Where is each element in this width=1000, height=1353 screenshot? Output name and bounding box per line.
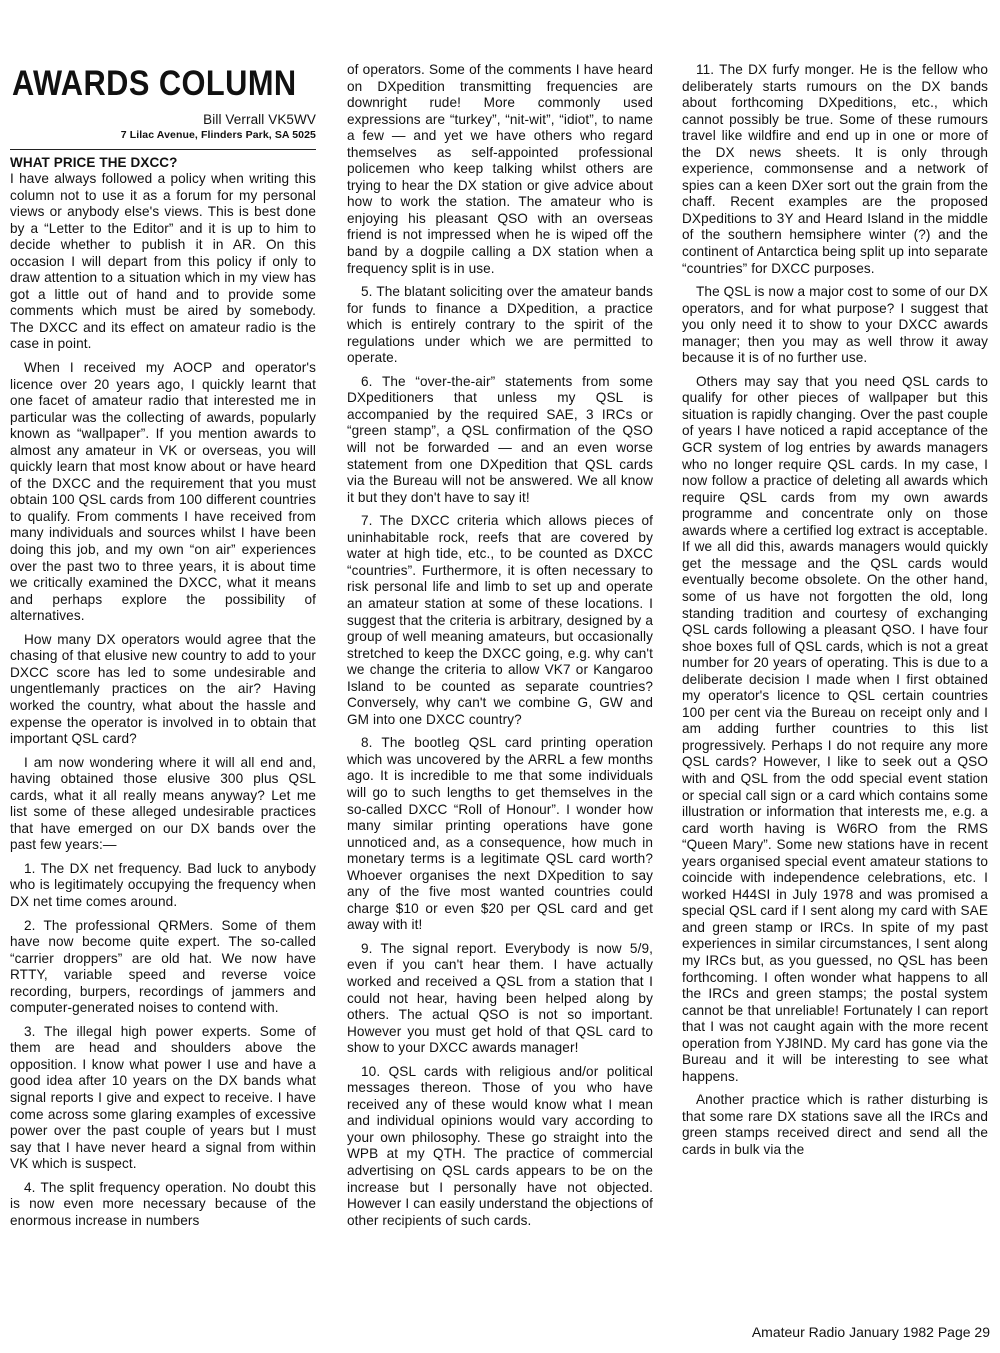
paragraph: 9. The signal report. Everybody is now 5/9, even if you can't hear them. I have actually worked and received a QSL from a station that I could not hear, having been helped along by others. The actual QSO is not so important. However you must get hold of that QSL card to show to your DXCC awards manager! [347, 940, 653, 1056]
paragraph: 2. The professional QRMers. Some of them have now become quite expert. The so-called “carrier droppers” are old hat. We now have RTTY, variable speed and reverse voice recording, burpers, recordings of jammers and computer-generated noises to contend with. [10, 917, 316, 1016]
paragraph: Others may say that you need QSL cards to qualify for other pieces of wallpaper but this situation is rapidly changing. Over the past couple of years I have noticed a rapid acceptance of the GCR system of log entries by awards managers who no longer require QSL cards. In my case, I now follow a practice of deleting all awards which require QSL cards from my own awards programme and concentrate only on those awards where a certified log extract is acceptable. If we all did this, awards managers would quickly get the message and the QSL cards would eventually become obsolete. On the other hand, some of us have not forgotten the old, long standing tradition and courtesy of exchanging QSL cards following a pleasant QSO. I have four shoe boxes full of QSL cards, which is not a great number for 20 years of operating. This is due to a deliberate decision I made when I first obtained my operator's licence to QSL certain countries 100 per cent via the Bureau on receipt only and I am adding further countries to this list progressively. Perhaps I do not require any more QSL cards? However, I like to seek out a QSO with and QSL from the odd special event station or special call sign or a card which contains some illustration or information that interests me, e.g. a card worth having is W6RO from the RMS “Queen Mary”. Some new stations have in recent years organised special event amateur stations to coincide with independence celebrations, etc. I worked H44SI in July 1978 and was promised a special QSL card if I sent along my card with SAE and green stamp or IRCs. In spite of my past experiences in similar circumstances, I sent along my IRCs but, as you guessed, no QSL has been forthcoming. I often wonder what happens to all the IRCs and green stamps; the postal system cannot be that unreliable! Fortunately I can report that I was not caught again with the more recent operation from YJ8IND. My card has gone via the Bureau and it will be interesting to see what happens. [682, 373, 988, 1084]
paragraph: 3. The illegal high power experts. Some of them are head and shoulders above the opposition. I know what power I use and have a good idea after 10 years on the DX bands what signal reports I give and expect to receive. I have come across some glaring examples of excessive power over the past couple of years but I must say that I have never heard a signal from within VK which is suspect. [10, 1023, 316, 1172]
paragraph: The QSL is now a major cost to some of our DX operators, and for what purpose? I suggest that you only need it to show to your DXCC awards manager; then you may as well throw it away because it is of no further use. [682, 284, 988, 366]
author-address: 7 Lilac Avenue, Flinders Park, SA 5025 [120, 129, 316, 141]
author-name: Bill Verrall VK5WV [203, 112, 316, 127]
page-title: AWARDS COLUMN [12, 64, 297, 103]
paragraph: 4. The split frequency operation. No doubt this is now even more necessary because of the enormous increase in numbers [10, 1179, 316, 1228]
divider [10, 149, 316, 150]
paragraph: 11. The DX furfy monger. He is the fellow who deliberately starts rumours on the DX bands about forthcoming DXpeditions, etc., which cannot possibly be true. Some of these rumours travel like wildfire and end up in one or more of the DX news sheets. It is only through experience, commonsense and a network of spies can a keen DXer sort out the grain from the chaff. Recent examples are the proposed DXpeditions to 3Y and Heard Island in the middle of the southern hemsiphere winter (?) and the continent of Antarctica being split up into separate “countries” for DXCC purposes. [682, 62, 988, 276]
paragraph: 1. The DX net frequency. Bad luck to anybody who is legitimately occupying the frequency when DX net time comes around. [10, 860, 316, 909]
paragraph: I have always followed a policy when writing this column not to use it as a forum for my personal views or anybody else's views. This is best done by a “Letter to the Editor” and it is up to him to decide whether to publish it in AR. On this occasion I will depart from this policy if only to draw attention to a situation which in my view has got a little out of hand and to provide some comments which must be aired by somebody. The DXCC and its effect on amateur radio is the case in point. [10, 171, 316, 352]
section-heading: WHAT PRICE THE DXCC? [10, 155, 178, 170]
column-3 [682, 62, 988, 1166]
paragraph: When I received my AOCP and operator's licence over 20 years ago, I quickly learnt that one facet of amateur radio that interested me in particular was the collecting of awards, popularly known as “wallpaper”. If you mention awards to almost any amateur in VK or overseas, you will quickly learn that most know about or have heard of the DXCC and the requirement that you must obtain 100 QSL cards from 100 different countries to qualify. From comments I have received from many individuals and sources whilst I have been doing this job, and my own “on air” experiences over the past two to three years, it is about time we critically examined the DXCC, what it means and perhaps explore the possibility of alternatives. [10, 360, 316, 624]
column-1 [10, 60, 316, 1236]
paragraph: How many DX operators would agree that the chasing of that elusive new country to add to your DXCC score has led to some undesirable and ungentlemanly practices on the air? Having worked the country, what about the hassle and expense the operator is involved in to obtain that important QSL card? [10, 631, 316, 747]
paragraph: 8. The bootleg QSL card printing operation which was uncovered by the ARRL a few months ago. It is incredible to me that some individuals will go to such lengths to get themselves in the so-called DXCC “Roll of Honour”. I wonder how many similar printing operations have gone unnoticed and, as a consequence, how much in monetary terms is a legitimate QSL card worth? Whoever organises the next DXpedition to say any of the five most wanted countries could charge $10 or even $20 per QSL card and get away with it! [347, 735, 653, 933]
column-2 [347, 62, 653, 1236]
paragraph: of operators. Some of the comments I have heard on DXpedition transmitting frequencies are downright rude! More commonly used expressions are “turkey”, “nit-wit”, “idiot”, to name a few — and yet we have others who regard themselves as self-appointed professional policemen who keep talking whilst others are trying to hear the DX station or give advice about how to work the station. The amateur who is enjoying his pleasant QSO with an overseas friend is not impressed when he is wiped off the band by a dogpile calling a DX station when a frequency split is in use. [347, 62, 653, 276]
paragraph: I am now wondering where it will all end and, having obtained those elusive 300 plus QSL cards, what it all really means anyway? Let me list some of these alleged undesirable practices that have emerged on our DX bands over the past few years:— [10, 754, 316, 853]
paragraph: 5. The blatant soliciting over the amateur bands for funds to finance a DXpedition, a practice which is entirely contrary to the spirit of the regulations under which we are permitted to operate. [347, 284, 653, 366]
paragraph: 10. QSL cards with religious and/or political messages thereon. Those of you who have received any of these would know what I mean and individual opinions would vary according to your own philosophy. These go straight into the WPB at my QTH. The practice of commercial advertising on QSL cards appears to be on the increase but I personally have not objected. However I can easily understand the objections of other recipients of such cards. [347, 1063, 653, 1228]
paragraph: Another practice which is rather disturbing is that some rare DX stations save all the IRCs and green stamps received direct and send all the cards in bulk via the [682, 1092, 988, 1157]
paragraph: 6. The “over-the-air” statements from some DXpeditioners that unless my QSL is accompanied by the required SAE, 3 IRCs or “green stamp”, a QSL confirmation of the QSO will not be forwarded — and an even worse statement from one DXpedition that QSL cards via the Bureau will not be answered. We all know it but they don't have to say it! [347, 373, 653, 505]
page-footer: Amateur Radio January 1982 Page 29 [751, 1324, 990, 1340]
paragraph: 7. The DXCC criteria which allows pieces of uninhabitable rock, reefs that are covered by water at high tide, etc., to be counted as DXCC “countries”. Furthermore, it is often necessary to risk personal life and limb to set up and operate an amateur station at some of these locations. I suggest that the criteria is arbitrary, designed by a group of well meaning amateurs, but occasionally stretched to keep the DXCC going, e.g. why can't we change the criteria to allow VK7 or Kangaroo Island to be counted as separate countries? Conversely, why can't we combine G, GW and GM into one DXCC country? [347, 513, 653, 727]
